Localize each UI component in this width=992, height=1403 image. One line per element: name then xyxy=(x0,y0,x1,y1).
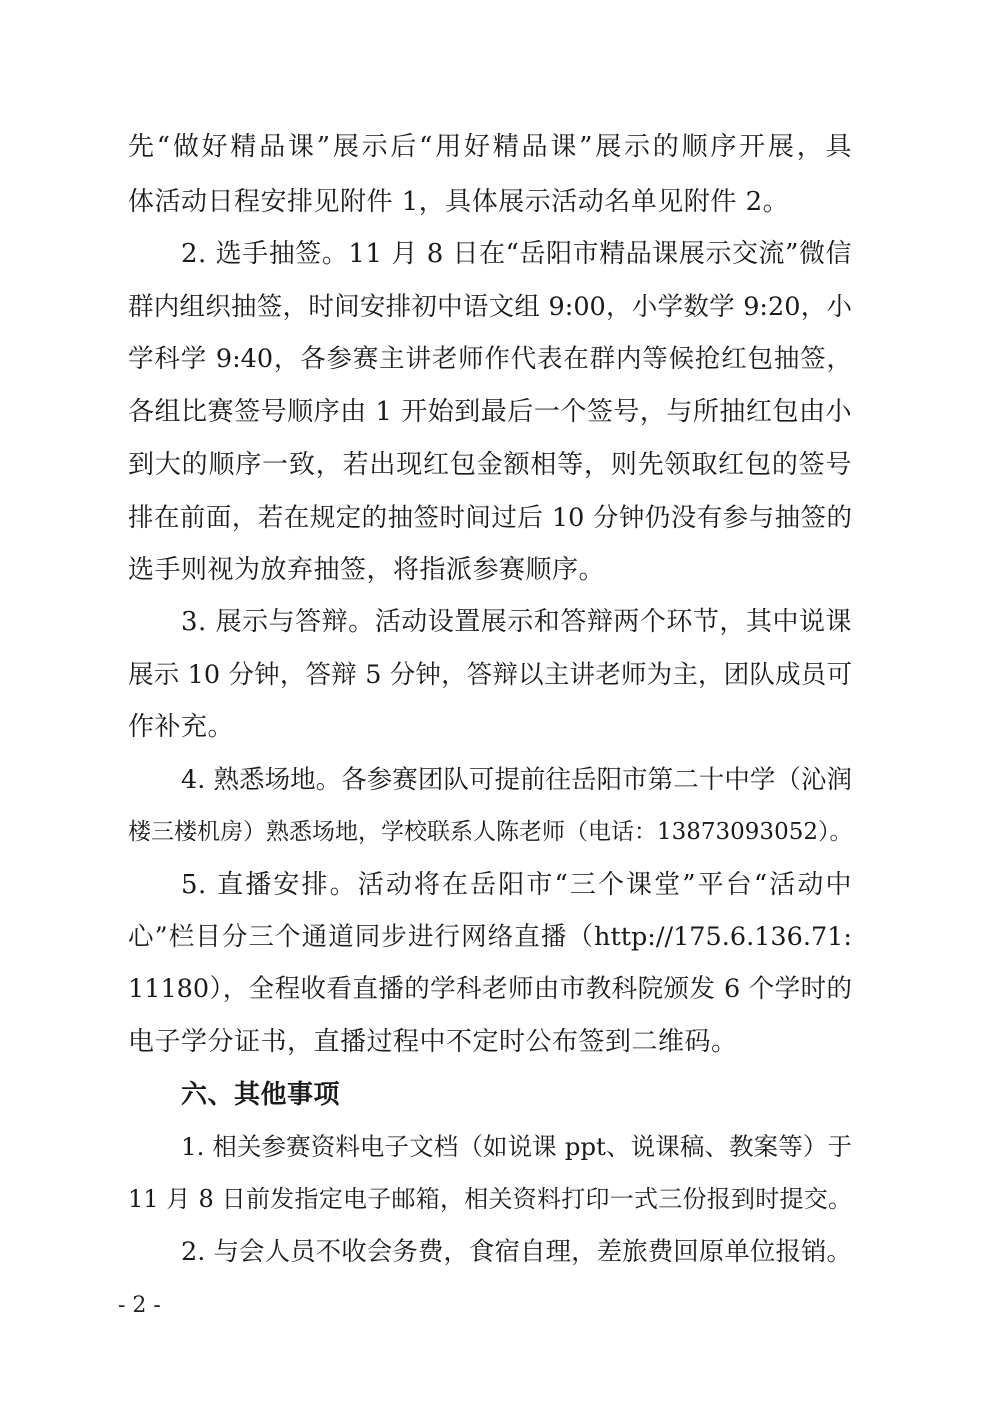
paragraph-line: 作补充。 xyxy=(128,712,235,742)
paragraph-line: 心”栏目分三个通道同步进行网络直播（http://175.6.136.71: xyxy=(128,922,852,952)
paragraph-line: 各组比赛签号顺序由 1 开始到最后一个签号，与所抽红包由小 xyxy=(128,397,852,427)
paragraph-line: 11180），全程收看直播的学科老师由市教科院颁发 6 个学时的 xyxy=(128,974,852,1004)
page-number: - 2 - xyxy=(118,1293,161,1318)
paragraph-line: 选手则视为放弃抽签，将指派参赛顺序。 xyxy=(128,555,606,585)
paragraph-line: 2. 与会人员不收会务费，食宿自理，差旅费回原单位报销。 xyxy=(181,1237,852,1267)
paragraph-line: 2. 选手抽签。11 月 8 日在“岳阳市精品课展示交流”微信 xyxy=(181,239,852,269)
section-heading: 六、其他事项 xyxy=(181,1080,341,1110)
paragraph-line: 电子学分证书，直播过程中不定时公布签到二维码。 xyxy=(128,1027,738,1057)
paragraph-line: 4. 熟悉场地。各参赛团队可提前往岳阳市第二十中学（沁润 xyxy=(181,765,852,795)
paragraph-line: 3. 展示与答辩。活动设置展示和答辩两个环节，其中说课 xyxy=(181,607,852,637)
paragraph-line: 先“做好精品课”展示后“用好精品课”展示的顺序开展，具 xyxy=(128,132,852,162)
paragraph-line: 学科学 9:40，各参赛主讲老师作代表在群内等候抢红包抽签， xyxy=(128,344,852,374)
paragraph-line: 群内组织抽签，时间安排初中语文组 9:00，小学数学 9:20，小 xyxy=(128,292,852,322)
paragraph-line: 1. 相关参赛资料电子文档（如说课 ppt、说课稿、教案等）于 xyxy=(181,1132,852,1161)
paragraph-line: 体活动日程安排见附件 1，具体展示活动名单见附件 2。 xyxy=(128,187,790,217)
paragraph-line: 5. 直播安排。活动将在岳阳市“三个课堂”平台“活动中 xyxy=(181,870,852,900)
paragraph-line: 11 月 8 日前发指定电子邮箱，相关资料打印一式三份报到时提交。 xyxy=(128,1185,852,1213)
paragraph-line: 楼三楼机房）熟悉场地，学校联系人陈老师（电话：13873093052）。 xyxy=(128,819,853,845)
paragraph-line: 到大的顺序一致，若出现红包金额相等，则先领取红包的签号 xyxy=(128,450,852,480)
paragraph-line: 排在前面，若在规定的抽签时间过后 10 分钟仍没有参与抽签的 xyxy=(128,503,852,533)
paragraph-line: 展示 10 分钟，答辩 5 分钟，答辩以主讲老师为主，团队成员可 xyxy=(128,660,852,690)
